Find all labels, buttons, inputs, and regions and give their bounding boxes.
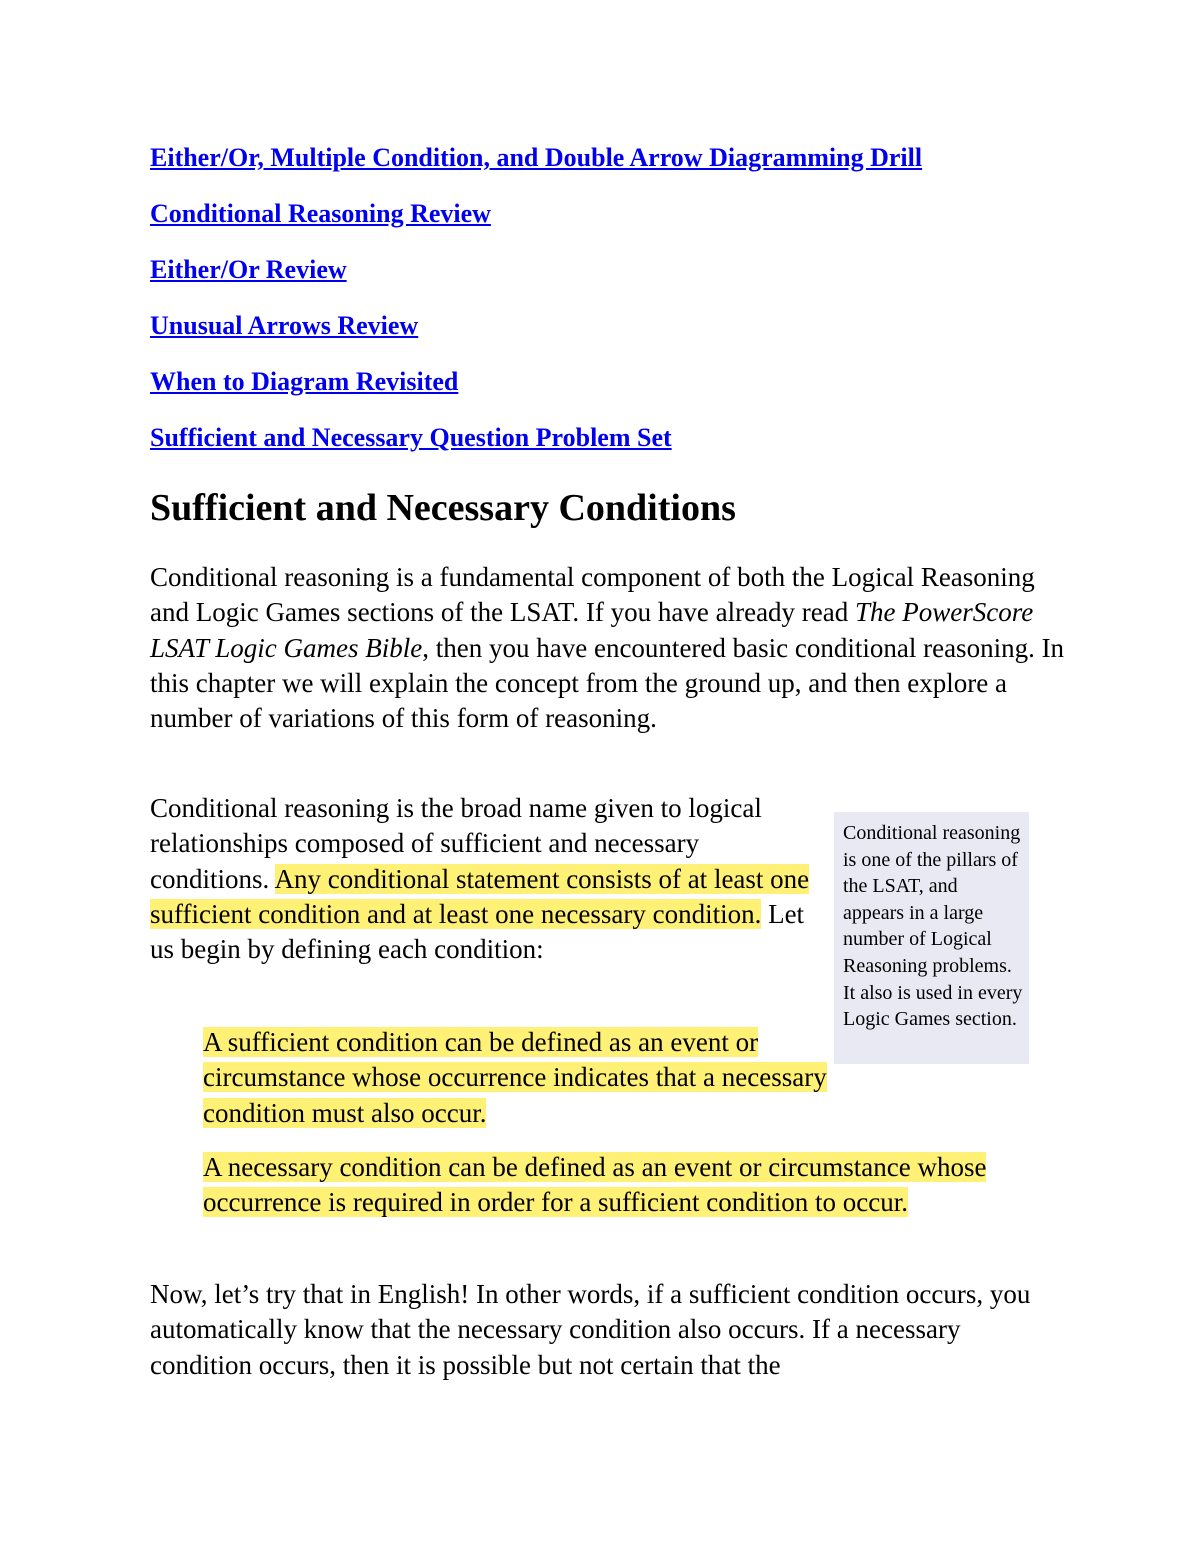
- intro-text-after: , then you have encountered basic conditional reasoning. In this chapter we will explain the concept from the ground up, and then explore a number of variations of this form of reasoning.: [150, 632, 1065, 734]
- toc-link-problem-set[interactable]: Sufficient and Necessary Question Problem Set: [150, 423, 672, 452]
- conditional-text-after: Let us begin by defining each condition:: [150, 898, 805, 965]
- book-title: The PowerScore LSAT Logic Games Bible: [150, 597, 1034, 663]
- sufficient-definition: [203, 1025, 828, 1131]
- conditional-text-before: Conditional reasoning is the broad name given to logical relationships composed of sufficient and necessary conditions.: [150, 793, 762, 894]
- intro-paragraph: [150, 560, 1070, 736]
- sidebar-note: Conditional reasoning is one of the pillars of the LSAT, and appears in a large number of Logical Reasoning problems. It also is used in every Logic Games section.: [834, 812, 1029, 1064]
- highlighted-statement: Any conditional statement consists of at least one sufficient condition and at least one necessary condition.: [150, 863, 810, 929]
- toc-link-diagramming-drill[interactable]: Either/Or, Multiple Condition, and Double Arrow Diagramming Drill: [150, 143, 923, 172]
- toc-links: [150, 140, 1090, 476]
- section-heading: Sufficient and Necessary Conditions: [150, 487, 736, 529]
- toc-link-conditional-review[interactable]: Conditional Reasoning Review: [150, 199, 491, 228]
- intro-text-before: Conditional reasoning is a fundamental component of both the Logical Reasoning and Logic Games sections of the LSAT. If you have already read: [150, 562, 1035, 628]
- necessary-definition-text: A necessary condition can be defined as an event or circumstance whose occurrence is required in order for a sufficient condition to occur.: [203, 1152, 987, 1218]
- toc-link-unusual-arrows-review[interactable]: Unusual Arrows Review: [150, 311, 419, 340]
- sufficient-definition-text: A sufficient condition can be defined as an event or circumstance whose occurrence indicates that a necessary condition must also occur.: [203, 1027, 827, 1128]
- conditional-paragraph: [150, 791, 815, 967]
- english-paragraph: Now, let’s try that in English! In other words, if a sufficient condition occurs, you automatically know that the necessary condition also occurs. If a necessary condition occurs, then it is possible but not certain that the: [150, 1279, 1031, 1380]
- toc-link-either-or-review[interactable]: Either/Or Review: [150, 255, 347, 284]
- toc-link-when-to-diagram[interactable]: When to Diagram Revisited: [150, 367, 459, 396]
- necessary-definition: [203, 1150, 1003, 1221]
